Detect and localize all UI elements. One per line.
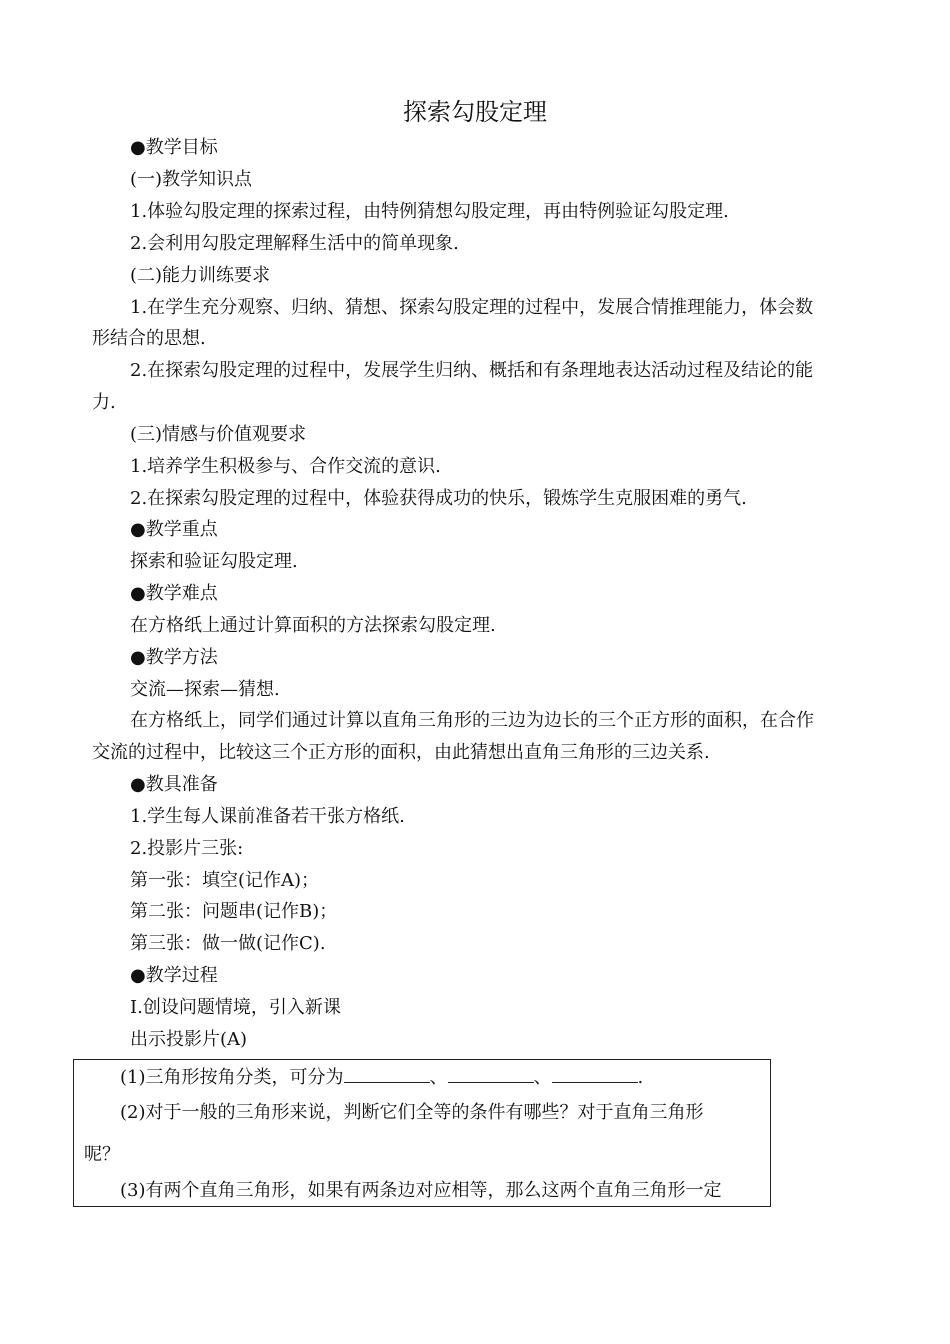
emotion-item-2: 2.在探索勾股定理的过程中，体验获得成功的快乐，锻炼学生克服困难的勇气. [130,488,747,509]
separator-1: 、 [429,1067,448,1088]
tools-slide-a: 第一张：填空(记作A)； [130,870,320,891]
tools-item-1: 1.学生每人课前准备若干张方格纸. [130,806,405,827]
tools-slide-b: 第二张：问题串(记作B)； [130,901,338,922]
method-text: 交流—探索—猜想. [130,679,280,700]
period: . [637,1067,644,1088]
subheading-emotion: (三)情感与价值观要求 [130,424,307,445]
answer-blank-2 [448,1064,534,1083]
answer-blank-3 [552,1064,638,1083]
section-heading-process: ●教学过程 [130,965,218,986]
ability-item-2: 2.在探索勾股定理的过程中，发展学生归纳、概括和有条理地表达活动过程及结论的能 [130,360,814,381]
ability-item-1: 1.在学生充分观察、归纳、猜想、探索勾股定理的过程中，发展合情推理能力，体会数 [130,297,814,318]
slide-a-box [73,1059,771,1207]
show-slide-a: 出示投影片(A) [130,1029,248,1050]
question-3: (3)有两个直角三角形，如果有两条边对应相等，那么这两个直角三角形一定 [120,1180,722,1201]
key-text: 探索和验证勾股定理. [130,551,298,572]
section-heading-method: ●教学方法 [130,647,218,668]
ability-item-1-cont: 形结合的思想. [92,328,206,349]
answer-blank-1 [344,1064,430,1083]
question-2-cont: 呢？ [84,1144,120,1165]
subheading-ability: (二)能力训练要求 [130,265,271,286]
page-title: 探索勾股定理 [403,98,547,126]
section-heading-tools: ●教具准备 [130,774,218,795]
knowledge-item-2: 2.会利用勾股定理解释生活中的简单现象. [130,233,459,254]
subheading-knowledge: (一)教学知识点 [130,169,253,190]
difficulty-text: 在方格纸上通过计算面积的方法探索勾股定理. [130,615,496,636]
separator-2: 、 [533,1067,552,1088]
method-description: 在方格纸上，同学们通过计算以直角三角形的三边为边长的三个正方形的面积，在合作 [130,710,814,731]
question-1-text: (1)三角形按角分类，可分为 [120,1067,344,1088]
question-2: (2)对于一般的三角形来说，判断它们全等的条件有哪些？对于直角三角形 [120,1102,704,1123]
section-heading-difficulty: ●教学难点 [130,583,218,604]
section-heading-goals: ●教学目标 [130,137,218,158]
tools-item-2: 2.投影片三张: [130,838,244,859]
process-step-1: Ⅰ.创设问题情境，引入新课 [130,997,341,1018]
section-heading-key: ●教学重点 [130,519,218,540]
tools-slide-c: 第三张：做一做(记作C). [130,933,326,954]
emotion-item-1: 1.培养学生积极参与、合作交流的意识. [130,456,441,477]
method-description-cont: 交流的过程中，比较这三个正方形的面积，由此猜想出直角三角形的三边关系. [92,742,710,763]
question-1 [120,1064,643,1090]
knowledge-item-1: 1.体验勾股定理的探索过程，由特例猜想勾股定理，再由特例验证勾股定理. [130,201,729,222]
ability-item-2-cont: 力. [92,392,116,413]
